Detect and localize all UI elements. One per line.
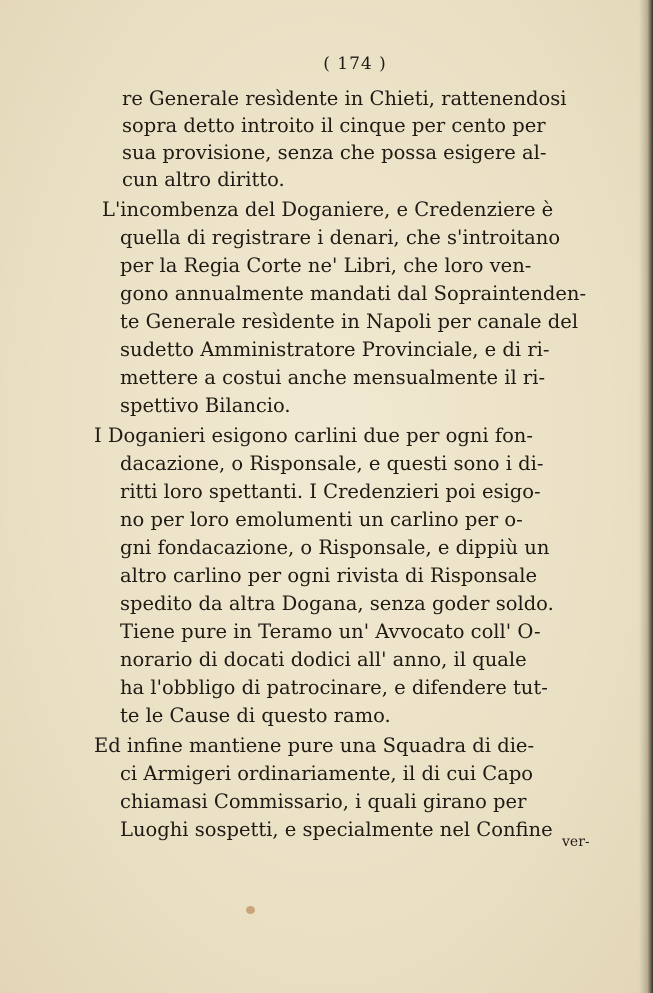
text-line: spedito da altra Dogana, senza goder soldo. [120,592,554,615]
text-line: ha l'obbligo di patrocinare, e difendere tut- [120,676,548,699]
page-number: ( 174 ) [323,54,387,74]
text-line: I Doganieri esigono carlini due per ogni fon- [94,424,533,447]
text-line: Luoghi sospetti, e specialmente nel Confine [120,818,553,841]
text-line: no per loro emolumenti un carlino per o- [120,508,523,531]
text-line: norario di docati dodici all' anno, il quale [120,648,527,671]
text-line: re Generale resìdente in Chieti, rattenendosi [122,87,567,110]
text-line: L'incombenza del Doganiere, e Credenziere è [102,198,554,221]
text-line: sopra detto introito il cinque per cento per [122,114,546,137]
text-line: te Generale resìdente in Napoli per canale del [120,310,579,333]
text-line: te le Cause di questo ramo. [120,704,391,727]
text-line: spettivo Bilancio. [120,394,291,417]
text-line: chiamasi Commissario, i quali girano per [120,790,527,813]
catchword: ver- [562,834,590,850]
text-line: dacazione, o Risponsale, e questi sono i di- [120,452,544,475]
text-line: per la Regia Corte ne' Libri, che loro ven- [120,254,532,277]
text-line: altro carlino per ogni rivista di Risponsale [120,564,538,587]
text-line: sua provisione, senza che possa esigere al- [122,141,547,164]
text-line: ritti loro spettanti. I Credenzieri poi esigo- [120,480,541,503]
text-line: mettere a costui anche mensualmente il ri- [120,366,546,389]
ink-blot [246,906,255,914]
text-line: gono annualmente mandati dal Sopraintenden- [120,282,587,305]
text-line: ci Armigeri ordinariamente, il di cui Capo [120,762,534,785]
text-line: quella di registrare i denari, che s'introitano [120,226,561,249]
text-line: sudetto Amministratore Provinciale, e di ri- [120,338,550,361]
page-edge-shadow [639,0,653,993]
text-line: gni fondacazione, o Risponsale, e dippiù un [120,536,550,559]
text-line: Tiene pure in Teramo un' Avvocato coll' O- [120,620,541,643]
text-line: cun altro diritto. [122,168,285,191]
text-line: Ed infine mantiene pure una Squadra di die- [94,734,535,757]
